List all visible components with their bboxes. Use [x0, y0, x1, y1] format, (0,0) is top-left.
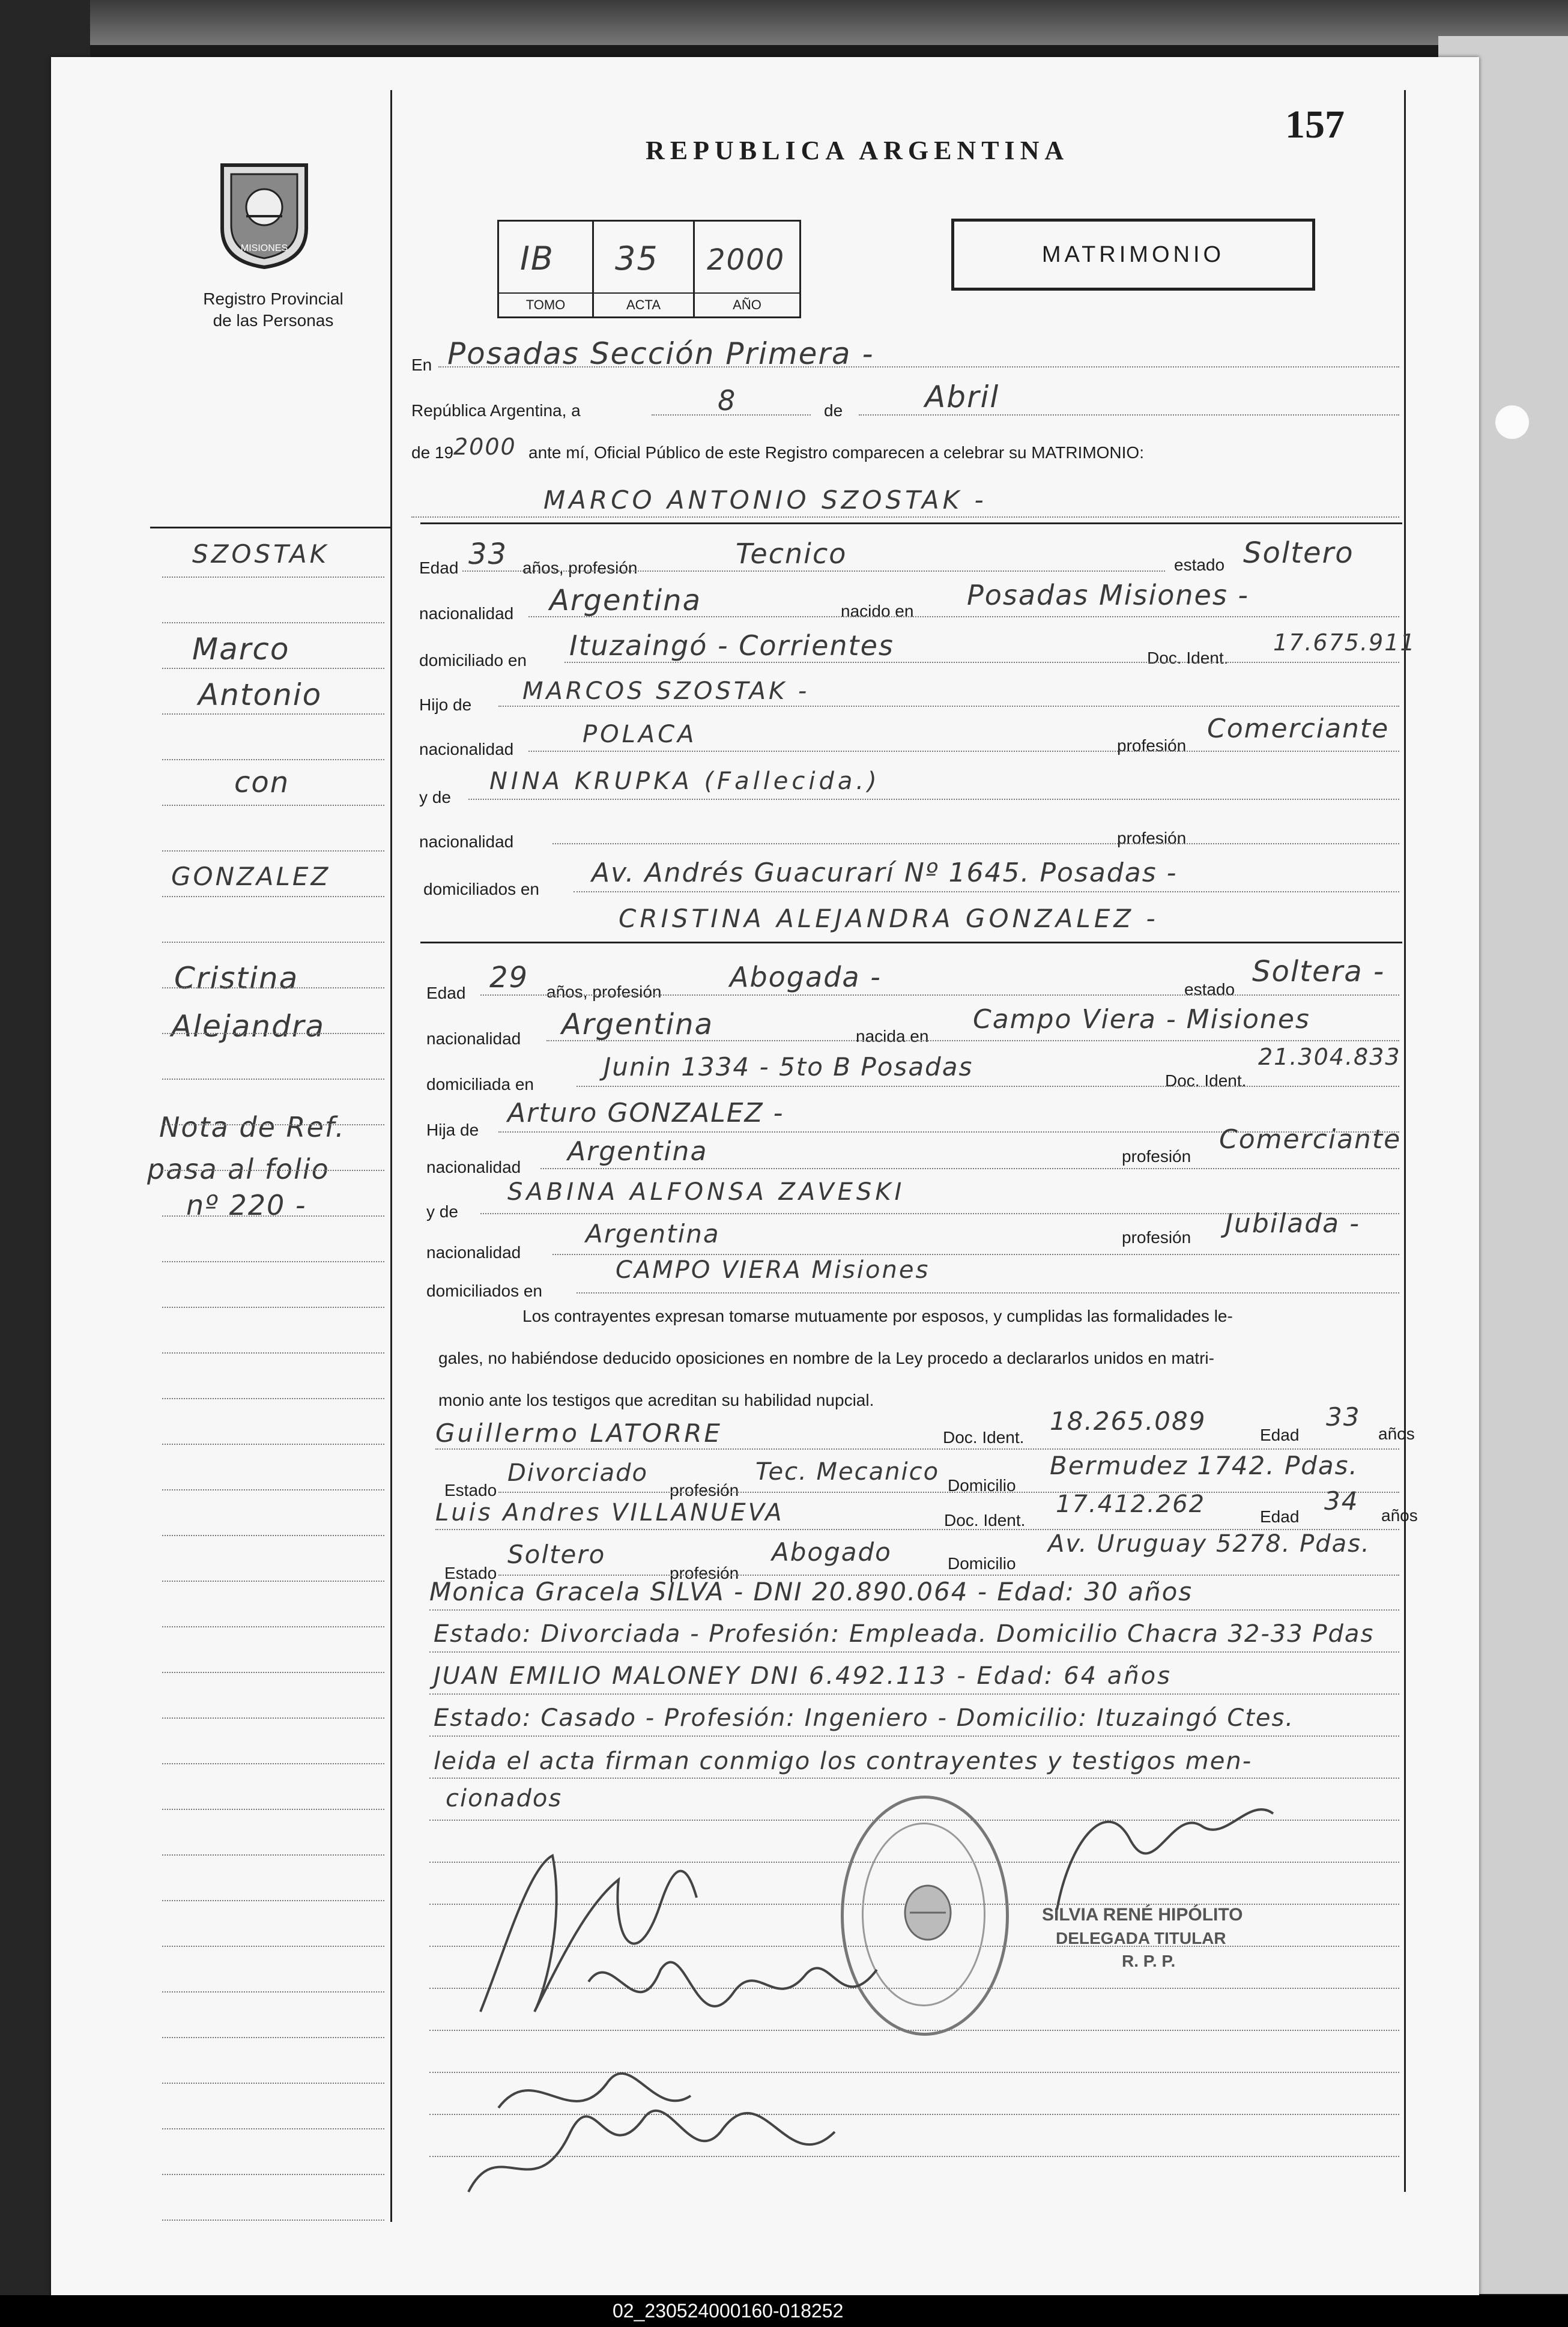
- bride-nacida: Campo Viera - Misiones: [973, 1004, 1310, 1035]
- witness2-domicilio: Av. Uruguay 5278. Pdas.: [1048, 1530, 1370, 1558]
- bride-madre-nac: Argentina: [586, 1219, 720, 1248]
- margin-bride-name2: Alejandra: [171, 1009, 325, 1044]
- country-title: REPUBLICA ARGENTINA: [646, 136, 1070, 165]
- groom-nacionalidad: Argentina: [549, 584, 701, 617]
- margin-rule-line: [162, 1581, 384, 1582]
- groom-padre-prof: Comerciante: [1207, 713, 1390, 744]
- tomo-label: TOMO: [499, 292, 592, 313]
- groom-edad: 33: [468, 537, 508, 571]
- margin-rule-line: [162, 1307, 384, 1309]
- margin-rule-line: [162, 1854, 384, 1856]
- extra-line-6: cionados: [446, 1785, 563, 1812]
- intro-day: 8: [718, 384, 737, 417]
- witness2-anos-label: años: [1381, 1506, 1418, 1525]
- groom-dom-label: domiciliado en: [419, 651, 527, 670]
- witness1-anos-label: años: [1378, 1424, 1415, 1443]
- right-border: [1404, 90, 1406, 2192]
- groom-padre: MARCOS SZOSTAK -: [522, 677, 810, 705]
- bride-nac-label: nacionalidad: [426, 1029, 521, 1048]
- formal-line2: gales, no habiéndose deducido oposiciones en nombre de la Ley procedo a declararlos unidos en matri-: [438, 1349, 1214, 1367]
- witness2-prof-label: profesión: [670, 1564, 739, 1582]
- bride-edad: 29: [489, 961, 529, 994]
- extra-line-1: Monica Gracela SILVA - DNI 20.890.064 - Edad: 30 años: [429, 1577, 1193, 1606]
- bride-profesion: Abogada -: [730, 961, 882, 993]
- margin-note-line1: Nota de Ref.: [159, 1111, 345, 1143]
- bride-nacionalidad: Argentina: [562, 1008, 713, 1041]
- groom-full-name: MARCO ANTONIO SZOSTAK -: [543, 485, 987, 515]
- witness1-edad-label: Edad: [1260, 1426, 1300, 1444]
- republica-label: República Argentina, a: [411, 401, 581, 420]
- margin-rule-line: [162, 1900, 384, 1902]
- groom-padre-nac: POLACA: [583, 721, 697, 748]
- witness1-prof-label: profesión: [670, 1481, 739, 1499]
- de-label: de: [824, 401, 843, 420]
- groom-padre-nac-label: nacionalidad: [419, 740, 514, 758]
- margin-divider-line: [150, 527, 390, 528]
- bride-madre-prof-label: profesión: [1122, 1228, 1191, 1247]
- bride-doc-label: Doc. Ident.: [1165, 1071, 1247, 1090]
- margin-groom-name2: Antonio: [198, 677, 322, 712]
- bride-padres-dom: CAMPO VIERA Misiones: [616, 1256, 930, 1284]
- margin-rule-line: [162, 1717, 384, 1719]
- year-prefix: de 19: [411, 443, 454, 462]
- doc-type-box: MATRIMONIO: [951, 219, 1315, 291]
- margin-rule-line: [162, 1535, 384, 1537]
- bride-edad-label: Edad: [426, 984, 466, 1002]
- margin-rule-line: [162, 850, 384, 852]
- section-divider-2: [420, 942, 1402, 943]
- intro-year: 2000: [453, 434, 516, 460]
- groom-padre-prof-label: profesión: [1117, 736, 1187, 755]
- groom-madre-prof-label: profesión: [1117, 829, 1187, 847]
- margin-rule-line: [162, 1398, 384, 1400]
- groom-estado: Soltero: [1243, 536, 1354, 570]
- bride-madre-nac-label: nacionalidad: [426, 1243, 521, 1262]
- margin-rule-line: [162, 1033, 384, 1035]
- groom-estado-label: estado: [1174, 555, 1225, 574]
- margin-rule-line: [162, 1079, 384, 1080]
- bride-padre-prof-label: profesión: [1122, 1147, 1191, 1166]
- seal-text: MISIONES: [240, 243, 288, 253]
- bride-nacida-label: nacida en: [856, 1027, 929, 1045]
- witness-signatures-icon: [450, 2012, 871, 2228]
- margin-rule-line: [162, 2083, 384, 2084]
- bride-doms-label: domiciliados en: [426, 1282, 542, 1300]
- groom-nacido: Posadas Misiones -: [967, 579, 1250, 611]
- background-top: [0, 0, 1568, 45]
- margin-note-line2: pasa al folio: [147, 1153, 330, 1185]
- margin-rule-line: [162, 713, 384, 715]
- groom-edad-label: Edad: [419, 558, 459, 577]
- margin-rule-line: [162, 1444, 384, 1445]
- witness2-estado: Soltero: [507, 1540, 606, 1569]
- groom-domicilio: Ituzaingó - Corrientes: [569, 629, 894, 662]
- margin-groom-name1: Marco: [192, 632, 290, 667]
- intro-place: Posadas Sección Primera -: [447, 336, 874, 371]
- bride-padre-nac: Argentina: [568, 1136, 708, 1167]
- intro-text: ante mí, Oficial Público de este Registro comparecen a celebrar su MATRIMONIO:: [528, 443, 1144, 462]
- anio-label: AÑO: [695, 292, 799, 313]
- en-label: En: [411, 356, 432, 374]
- groom-doc: 17.675.911: [1273, 629, 1416, 656]
- witness2-edad-label: Edad: [1260, 1507, 1300, 1526]
- bride-hija-label: Hija de: [426, 1121, 479, 1139]
- officer-name: SILVIA RENÉ HIPÓLITO: [1042, 1905, 1243, 1925]
- groom-madre: NINA KRUPKA (Fallecida.): [489, 767, 880, 795]
- margin-rule-line: [162, 2128, 384, 2130]
- witness1-name: Guillermo LATORRE: [435, 1418, 722, 1448]
- tomo-box: [499, 222, 594, 316]
- margin-rule-line: [162, 576, 384, 578]
- witness2-dom-label: Domicilio: [948, 1554, 1016, 1573]
- bride-full-name: CRISTINA ALEJANDRA GONZALEZ -: [619, 904, 1159, 933]
- bride-padre-nac-label: nacionalidad: [426, 1158, 521, 1176]
- margin-rule-line: [162, 2174, 384, 2176]
- witness1-domicilio: Bermudez 1742. Pdas.: [1050, 1451, 1358, 1480]
- groom-padres-dom: Av. Andrés Guacurarí Nº 1645. Posadas -: [592, 858, 1178, 888]
- acta-box: [594, 222, 695, 316]
- margin-rule-line: [162, 942, 384, 943]
- registry-name: Registro Provincial de las Personas: [203, 289, 344, 330]
- bride-dom-label: domiciliada en: [426, 1075, 534, 1094]
- extra-line-4: Estado: Casado - Profesión: Ingeniero - Domicilio: Ituzaingó Ctes.: [434, 1704, 1295, 1732]
- witness2-name: Luis Andres VILLANUEVA: [435, 1499, 784, 1527]
- margin-rule-line: [162, 1763, 384, 1765]
- bride-padre-prof: Comerciante: [1219, 1124, 1402, 1155]
- acta-label: ACTA: [594, 292, 693, 313]
- margin-divider: [390, 90, 392, 2222]
- extra-line-2: Estado: Divorciada - Profesión: Empleada. Domicilio Chacra 32-33 Pdas: [434, 1620, 1375, 1648]
- margin-rule-line: [162, 668, 384, 670]
- margin-rule-line: [162, 1170, 384, 1172]
- groom-profesion: Tecnico: [736, 537, 847, 570]
- bride-madre: SABINA ALFONSA ZAVESKI: [507, 1178, 906, 1206]
- groom-nacido-label: nacido en: [841, 602, 914, 620]
- margin-rule-line: [162, 1672, 384, 1674]
- witness2-estado-label: Estado: [444, 1564, 497, 1582]
- bride-estado: Soltera -: [1252, 955, 1385, 988]
- officer-title: DELEGADA TITULAR: [1056, 1929, 1226, 1947]
- folio-number: 157: [1285, 103, 1345, 147]
- anio-value: 2000: [707, 243, 786, 277]
- bride-madre-prof: Jubilada -: [1225, 1208, 1360, 1239]
- record-boxes: [497, 220, 801, 318]
- witness1-edad: 33: [1326, 1402, 1361, 1432]
- witness2-profesion: Abogado: [772, 1537, 892, 1567]
- intro-month: Abril: [925, 380, 1000, 414]
- witness1-dom-label: Domicilio: [948, 1476, 1016, 1495]
- extra-line-3: JUAN EMILIO MALONEY DNI 6.492.113 - Edad: 64 años: [434, 1662, 1172, 1690]
- witness2-doc: 17.412.262: [1056, 1490, 1206, 1518]
- bride-yde-label: y de: [426, 1202, 458, 1221]
- margin-rule-line: [162, 1489, 384, 1491]
- witness2-edad: 34: [1324, 1486, 1359, 1516]
- provincial-seal-icon: [213, 156, 315, 270]
- officer-office: R. P. P.: [1122, 1952, 1176, 1970]
- formal-line1: Los contrayentes expresan tomarse mutuamente por esposos, y cumplidas las formalidades le-: [522, 1307, 1233, 1325]
- margin-rule-line: [162, 622, 384, 624]
- margin-rule-line: [162, 2220, 384, 2221]
- bride-doc: 21.304.833: [1258, 1044, 1401, 1070]
- punch-hole: [1495, 405, 1529, 439]
- witness1-profesion: Tec. Mecanico: [755, 1458, 940, 1486]
- margin-rule-line: [162, 1626, 384, 1628]
- officer-signature-icon: [1033, 1772, 1285, 1928]
- margin-rule-line: [162, 2037, 384, 2039]
- margin-rule-line: [162, 1124, 384, 1126]
- margin-rule-line: [162, 759, 384, 761]
- groom-doms-label: domiciliados en: [423, 880, 539, 898]
- tomo-value: IB: [520, 240, 554, 277]
- bride-estado-label: estado: [1184, 980, 1235, 999]
- margin-rule-line: [162, 1946, 384, 1947]
- formal-line3: monio ante los testigos que acreditan su habilidad nupcial.: [438, 1391, 874, 1409]
- acta-value: 35: [615, 240, 659, 277]
- anio-box: [695, 222, 799, 316]
- margin-bride-surname: GONZALEZ: [171, 862, 331, 891]
- witness1-estado: Divorciado: [507, 1459, 648, 1487]
- margin-rule-line: [162, 896, 384, 898]
- margin-con: con: [234, 766, 290, 799]
- margin-bride-name1: Cristina: [174, 961, 299, 996]
- witness1-estado-label: Estado: [444, 1481, 497, 1499]
- groom-madre-nac-label: nacionalidad: [419, 832, 514, 851]
- margin-rule-line: [162, 1352, 384, 1354]
- margin-rule-line: [162, 1809, 384, 1811]
- margin-rule-line: [162, 805, 384, 806]
- margin-rule-line: [162, 1991, 384, 1993]
- bride-padre: Arturo GONZALEZ -: [507, 1098, 784, 1128]
- groom-yde-label: y de: [419, 788, 451, 806]
- margin-rule-line: [162, 1215, 384, 1217]
- section-divider: [420, 522, 1402, 524]
- margin-groom-surname: SZOSTAK: [192, 539, 330, 569]
- margin-rule-line: [162, 1261, 384, 1263]
- bride-domicilio: Junin 1334 - 5to B Posadas: [604, 1052, 973, 1082]
- bride-anos-label: años, profesión: [546, 982, 662, 1001]
- witness1-doc: 18.265.089: [1050, 1406, 1206, 1436]
- groom-anos-label: años, profesión: [522, 558, 638, 577]
- margin-rule-line: [162, 987, 384, 989]
- extra-line-5: leida el acta firman conmigo los contrayentes y testigos men-: [434, 1748, 1253, 1775]
- witness1-doc-label: Doc. Ident.: [943, 1428, 1025, 1447]
- image-caption: 02_230524000160-018252: [613, 2300, 844, 2322]
- groom-nac-label: nacionalidad: [419, 604, 514, 623]
- witness2-doc-label: Doc. Ident.: [944, 1511, 1026, 1530]
- margin-note-line3: nº 220 -: [186, 1189, 307, 1221]
- groom-hijo-label: Hijo de: [419, 695, 472, 714]
- groom-doc-label: Doc. Ident.: [1147, 649, 1229, 667]
